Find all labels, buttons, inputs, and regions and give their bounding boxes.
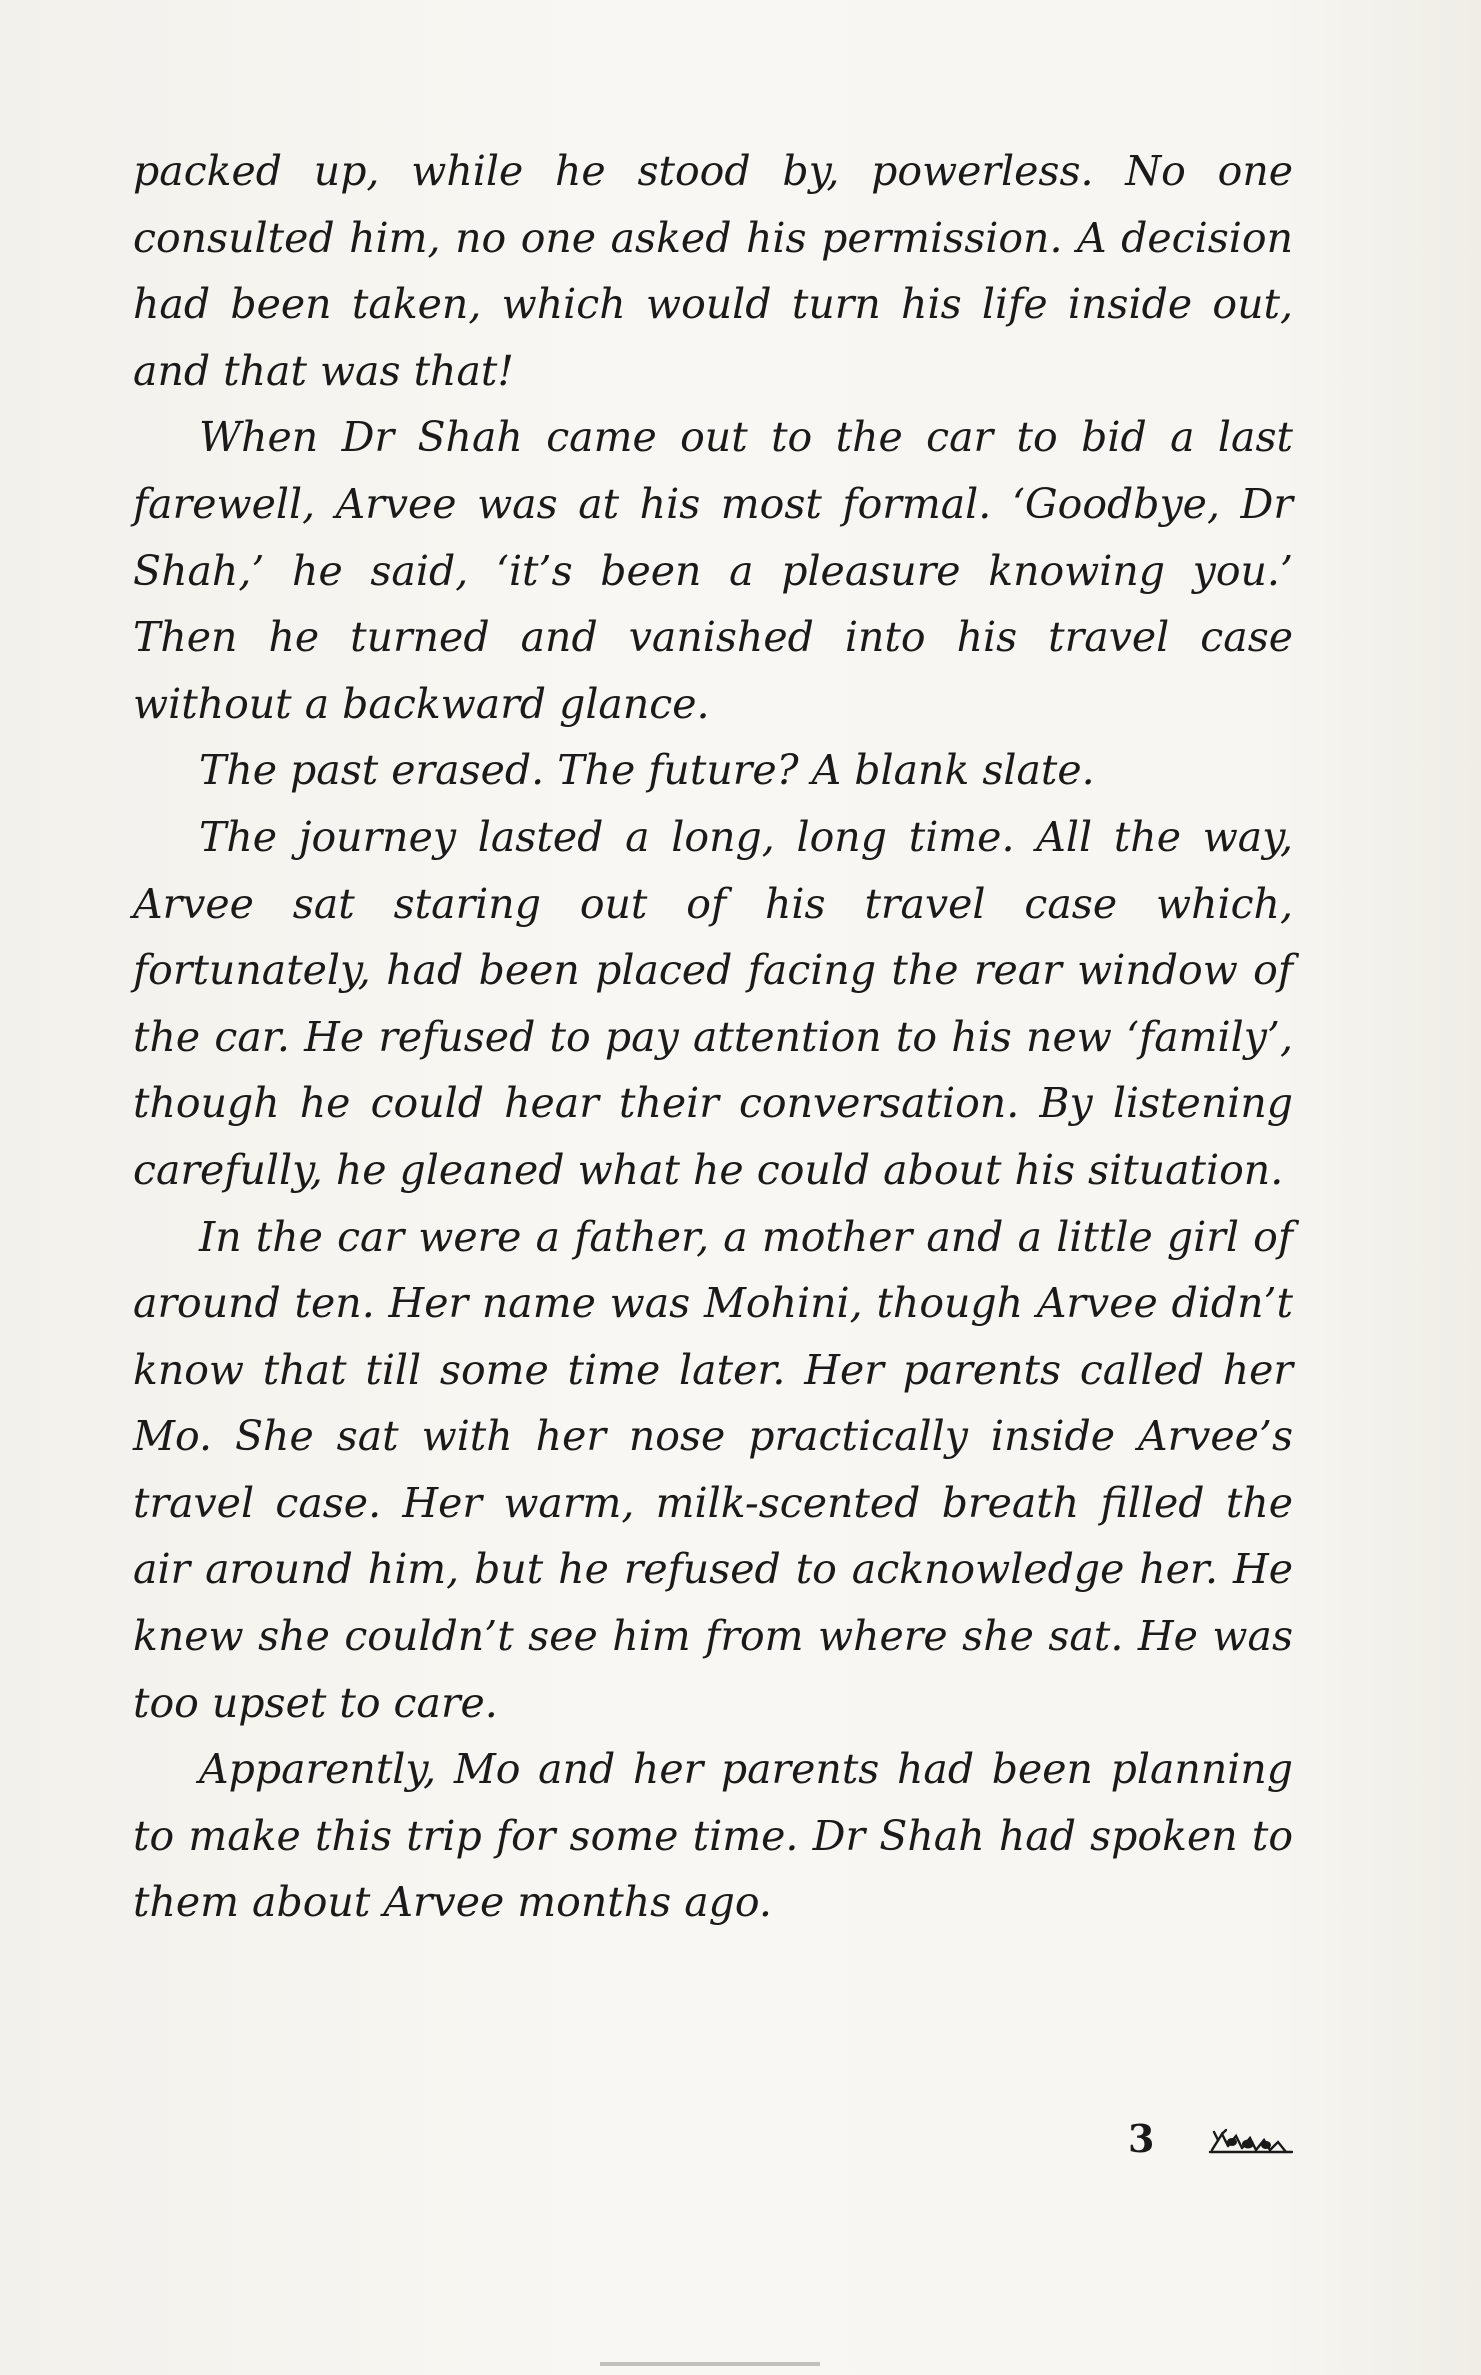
paragraph-3: The past erased. The future? A blank slate. bbox=[199, 746, 1095, 795]
paragraph-2: When Dr Shah came out to the car to bid a last farewell, Arvee was at his most formal. ‘Goodbye, Dr Shah,’ he said, ‘it’s been a pleasure knowing you.’ Then he turned and vanished into his travel case without a backward glance. bbox=[133, 413, 1293, 728]
paragraph-4: The journey lasted a long, long time. All the way, Arvee sat staring out of his travel case which, fortunately, had been placed facing the rear window of the car. He refused to pay attention to his new ‘family’, though he could hear their conversation. By listening carefully, he gleaned what he could about his situation. bbox=[133, 812, 1293, 1194]
ant-icon bbox=[1208, 2128, 1294, 2156]
paragraph-1: packed up, while he stood by, powerless. No one consulted him, no one asked his permission. A decision had been taken, which would turn his life inside out, and that was that! bbox=[133, 147, 1293, 395]
paragraph-5: In the car were a father, a mother and a little girl of around ten. Her name was Mohini, though Arvee didn’t know that till some time later. Her parents called her Mo. She sat with her nose practically inside Arvee’s travel case. Her warm, milk-scented breath filled the air around him, but he refused to acknowledge her. He knew she couldn’t see him from where she sat. He was too upset to care. bbox=[133, 1212, 1293, 1727]
body-text bbox=[133, 138, 1293, 1936]
page-edge-mark bbox=[600, 2362, 820, 2366]
page-number: 3 bbox=[1128, 2116, 1155, 2161]
paragraph-6: Apparently, Mo and her parents had been planning to make this trip for some time. Dr Shah had spoken to them about Arvee months ago. bbox=[133, 1745, 1293, 1927]
